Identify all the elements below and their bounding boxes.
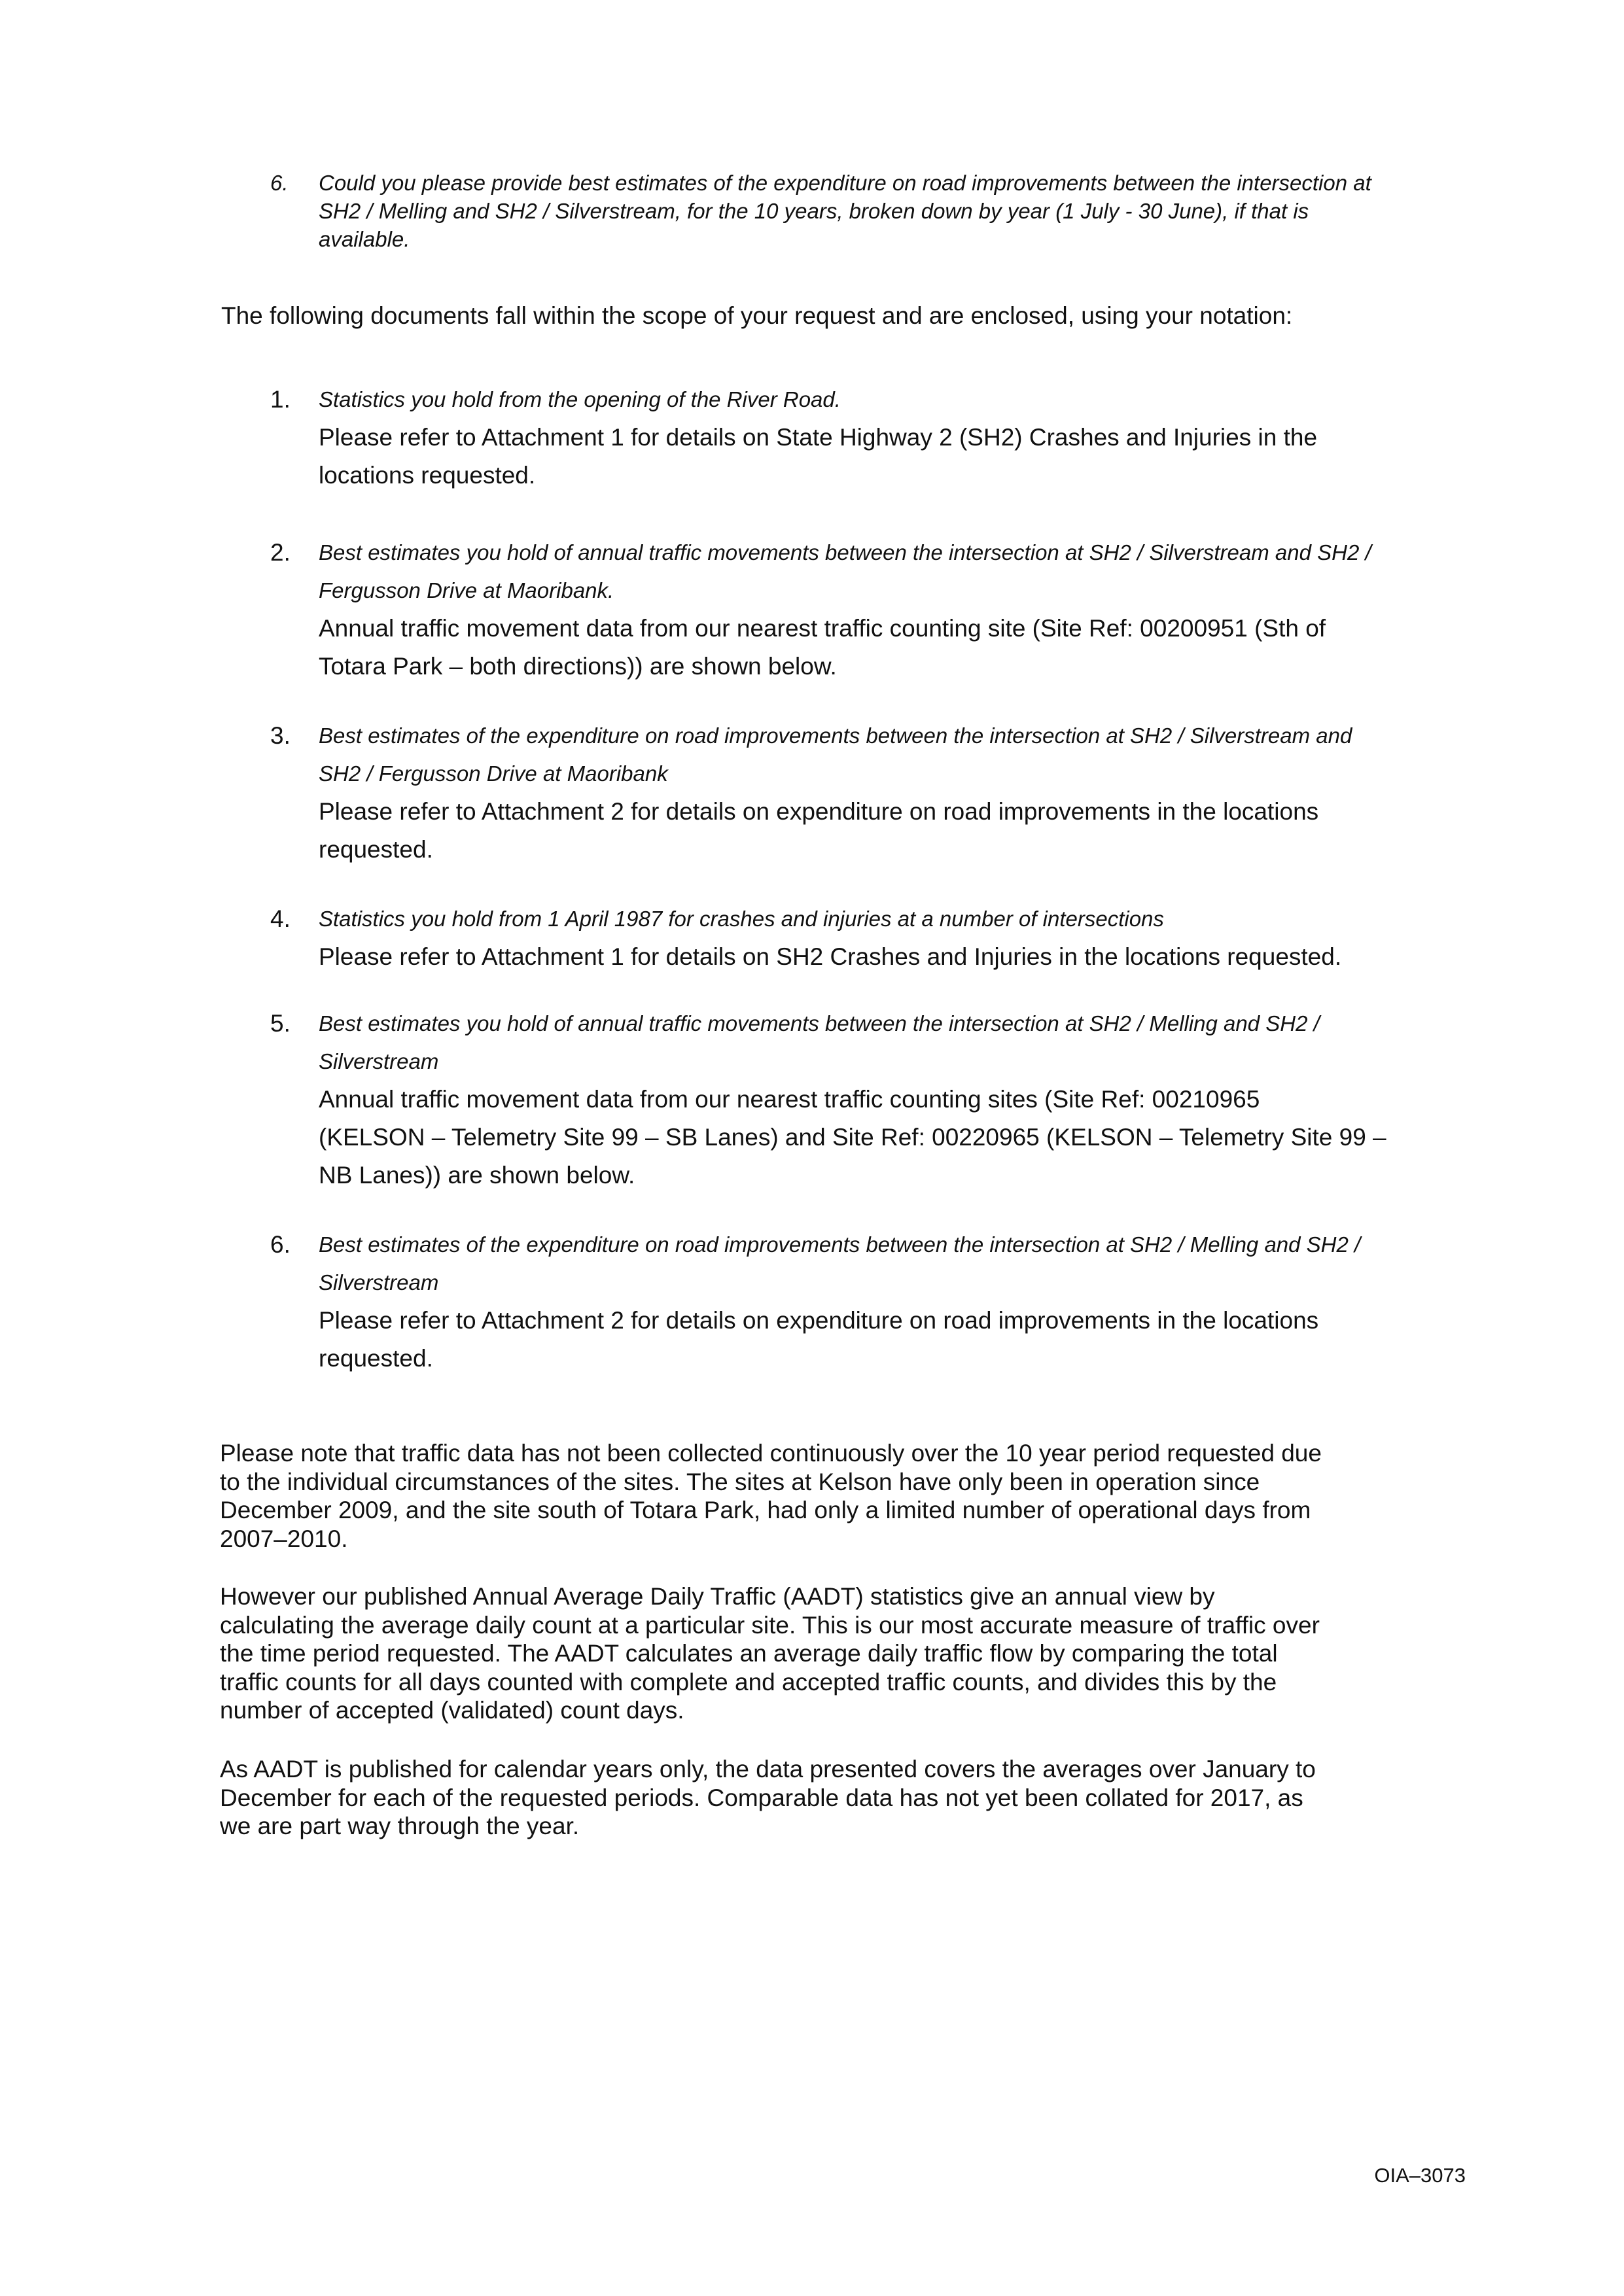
request-line: Best estimates you hold of annual traffic movements between the intersection at SH2 / Melling and SH2 / <box>319 1011 1320 1035</box>
list-item-number: 1. <box>270 386 291 413</box>
list-item <box>270 534 1371 686</box>
paragraph-line: number of accepted (validated) count days. <box>220 1697 684 1724</box>
lead-in-text: The following documents fall within the scope of your request and are enclosed, using your notation: <box>221 302 1293 329</box>
response-line: (KELSON – Telemetry Site 99 – SB Lanes) and Site Ref: 00220965 (KELSON – Telemetry Site 99 – <box>319 1124 1386 1151</box>
response-line: Annual traffic movement data from our nearest traffic counting sites (Site Ref: 00210965 <box>319 1086 1260 1113</box>
request-line: SH2 / Fergusson Drive at Maoribank <box>319 761 668 786</box>
paragraph-line: December for each of the requested periods. Comparable data has not yet been collated for 2017, as <box>220 1784 1303 1811</box>
question-line: SH2 / Melling and SH2 / Silverstream, for the 10 years, broken down by year (1 July - 30 June), if that is <box>319 199 1309 223</box>
response-line: Please refer to Attachment 2 for details on expenditure on road improvements in the locations <box>319 1307 1319 1334</box>
request-line: Best estimates of the expenditure on road improvements between the intersection at SH2 / Silverstream and <box>319 723 1352 748</box>
list-item-number: 6. <box>270 1231 291 1258</box>
question-line: available. <box>319 227 410 251</box>
paragraph <box>220 1582 1320 1725</box>
response-line: requested. <box>319 836 433 863</box>
paragraph-line: calculating the average daily count at a particular site. This is our most accurate measure of traffic over <box>220 1611 1320 1639</box>
question-line: Could you please provide best estimates of the expenditure on road improvements between the intersection at <box>319 171 1371 195</box>
paragraph-line: As AADT is published for calendar years only, the data presented covers the averages over January to <box>220 1756 1316 1783</box>
request-line: Silverstream <box>319 1270 439 1295</box>
response-line: Please refer to Attachment 1 for details on State Highway 2 (SH2) Crashes and Injuries in the <box>319 424 1318 451</box>
paragraph-line: December 2009, and the site south of Totara Park, had only a limited number of operational days from <box>220 1497 1311 1523</box>
paragraph-line: Please note that traffic data has not been collected continuously over the 10 year period requested due <box>220 1440 1322 1467</box>
request-line: Fergusson Drive at Maoribank. <box>319 578 614 602</box>
request-line: Statistics you hold from the opening of the River Road. <box>319 387 841 411</box>
list-item <box>270 381 1318 495</box>
list-item-number: 3. <box>270 722 291 749</box>
list-item-number: 2. <box>270 539 291 566</box>
list-item-number: 5. <box>270 1010 291 1037</box>
paragraph-line: traffic counts for all days counted with complete and accepted traffic counts, and divides this by the <box>220 1668 1277 1696</box>
request-line: Statistics you hold from 1 April 1987 for crashes and injuries at a number of intersections <box>319 907 1164 931</box>
response-line: requested. <box>319 1345 433 1372</box>
response-line: Annual traffic movement data from our nearest traffic counting site (Site Ref: 00200951 (Sth of <box>319 615 1326 642</box>
response-line: NB Lanes)) are shown below. <box>319 1162 635 1189</box>
paragraph-line: to the individual circumstances of the sites. The sites at Kelson have only been in operation since <box>220 1468 1260 1495</box>
request-line: Silverstream <box>319 1049 439 1073</box>
list-item-number: 4. <box>270 905 291 932</box>
paragraph <box>220 1439 1322 1553</box>
intro-question <box>270 169 1371 253</box>
list-item <box>270 1005 1386 1194</box>
response-line: locations requested. <box>319 462 536 489</box>
paragraph-line: 2007–2010. <box>220 1525 348 1552</box>
intro-question-number: 6. <box>270 171 289 195</box>
response-line: Totara Park – both directions)) are shown below. <box>319 653 837 680</box>
list-item <box>270 717 1352 869</box>
paragraph-line: However our published Annual Average Daily Traffic (AADT) statistics give an annual view by <box>220 1583 1215 1610</box>
list-item <box>270 1226 1361 1378</box>
response-line: Please refer to Attachment 1 for details on SH2 Crashes and Injuries in the locations requested. <box>319 943 1342 970</box>
paragraph-line: we are part way through the year. <box>220 1813 580 1839</box>
request-line: Best estimates of the expenditure on road improvements between the intersection at SH2 / Melling and SH2 / <box>319 1232 1361 1257</box>
paragraph <box>220 1755 1316 1841</box>
request-line: Best estimates you hold of annual traffic movements between the intersection at SH2 / Silverstream and SH2 / <box>319 540 1371 565</box>
response-line: Please refer to Attachment 2 for details on expenditure on road improvements in the locations <box>319 798 1319 825</box>
document-reference: OIA–3073 <box>1374 2164 1466 2187</box>
paragraph-line: the time period requested. The AADT calculates an average daily traffic flow by comparing the total <box>220 1640 1278 1667</box>
list-item <box>270 900 1342 976</box>
